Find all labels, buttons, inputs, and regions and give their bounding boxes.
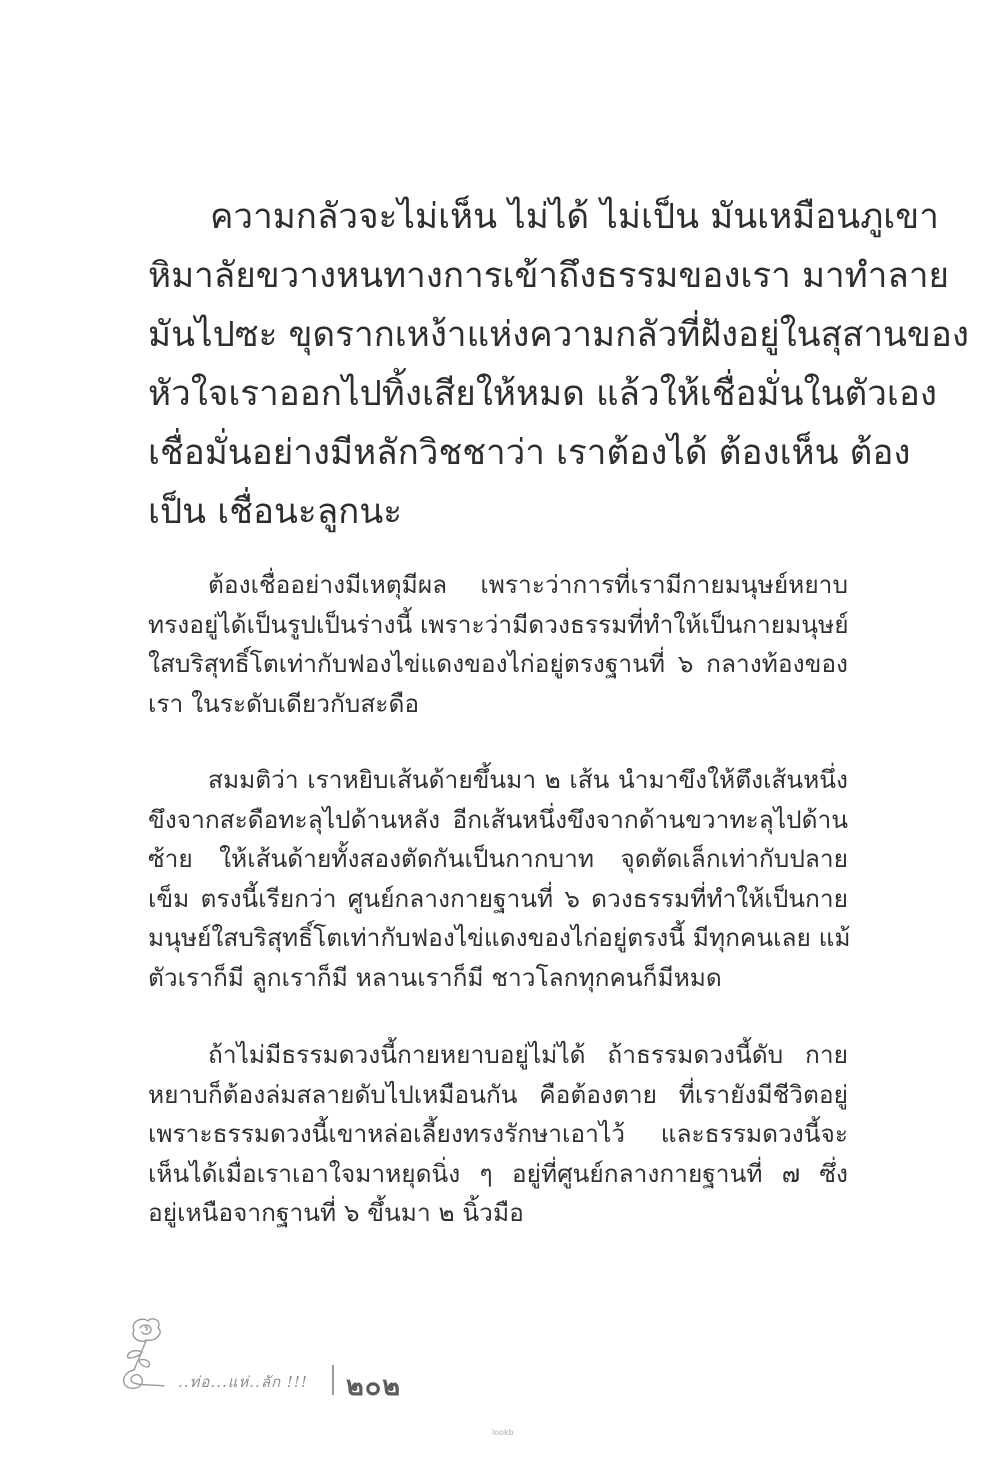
lead-line: มันไปซะ ขุดรากเหง้าแห่งความกลัวที่ฝังอยู่ในสุสานของ — [148, 315, 969, 355]
paragraph-line: หยาบก็ต้องล่มสลายดับไปเหมือนกัน คือต้องตาย ที่เรายังมีชีวิตอยู่ — [148, 1079, 848, 1109]
paragraph-line: เห็นได้เมื่อเราเอาใจมาหยุดนิ่ง ๆ อยู่ที่ศูนย์กลางกายฐานที่ ๗ ซึ่ง — [148, 1158, 848, 1188]
page-number: ๒๐๒ — [346, 1371, 402, 1402]
paragraph-line: มนุษย์ใสบริสุทธิ์โตเท่ากับฟองไข่แดงของไก่อยู่ตรงนี้ มีทุกคนเลย แม้ — [148, 923, 851, 952]
paragraph-line: ขึงจากสะดือทะลุไปด้านหลัง อีกเส้นหนึ่งขึงจากด้านขวาทะลุไปด้าน — [148, 804, 848, 834]
paragraph-line: อยู่เหนือจากฐานที่ ๖ ขึ้นมา ๒ นิ้วมือ — [148, 1198, 524, 1227]
lead-line: หิมาลัยขวางหนทางการเข้าถึงธรรมของเรา มาทำลาย — [148, 256, 950, 296]
footer-divider — [332, 1365, 334, 1395]
paragraph-line: ตัวเราก็มี ลูกเราก็มี หลานเราก็มี ชาวโลกทุกคนก็มีหมด — [148, 962, 722, 992]
page-footer — [112, 1312, 432, 1402]
paragraph-line: ซ้าย ให้เส้นด้ายทั้งสองตัดกันเป็นกากบาท จุดตัดเล็กเท่ากับปลาย — [148, 844, 848, 873]
lead-paragraph — [148, 188, 969, 542]
paragraph-line: ต้องเชื่ออย่างมีเหตุมีผล เพราะว่าการที่เรามีกายมนุษย์หยาบ — [208, 570, 848, 599]
lead-line: หัวใจเราออกไปทิ้งเสียให้หมด แล้วให้เชื่อมั่นในตัวเอง — [148, 374, 937, 414]
bottom-mark: lookb — [492, 1428, 514, 1437]
paragraph-1 — [148, 565, 848, 723]
paragraph-line: เรา ในระดับเดียวกับสะดือ — [148, 688, 420, 718]
paragraph-line: สมมติว่า เราหยิบเส้นด้ายขึ้นมา ๒ เส้น นำมาขึงให้ตึงเส้นหนึ่ง — [208, 765, 848, 794]
paragraph-line: ทรงอยู่ได้เป็นรูปเป็นร่างนี้ เพราะว่ามีดวงธรรมที่ทำให้เป็นกายมนุษย์ — [148, 609, 849, 639]
paragraph-2 — [148, 760, 851, 997]
paragraph-3 — [148, 1035, 848, 1233]
paragraph-line: ใสบริสุทธิ์โตเท่ากับฟองไข่แดงของไก่อยู่ตรงฐานที่ ๖ กลางท้องของ — [148, 649, 848, 678]
lead-line: เป็น เชื่อนะลูกนะ — [148, 492, 403, 532]
paragraph-line: เข็ม ตรงนี้เรียกว่า ศูนย์กลางกายฐานที่ ๖ ดวงธรรมที่ทำให้เป็นกาย — [148, 883, 848, 913]
handwritten-signature: ..ท่อ...แห่..ลัก !!! — [178, 1373, 308, 1391]
lead-line: ความกลัวจะไม่เห็น ไม่ได้ ไม่เป็น มันเหมือนภูเขา — [210, 197, 939, 237]
lead-line: เชื่อมั่นอย่างมีหลักวิชชาว่า เราต้องได้ ต้องเห็น ต้อง — [148, 433, 911, 473]
paragraph-line: ถ้าไม่มีธรรมดวงนี้กายหยาบอยู่ไม่ได้ ถ้าธรรมดวงนี้ดับ กาย — [208, 1040, 848, 1069]
paragraph-line: เพราะธรรมดวงนี้เขาหล่อเลี้ยงทรงรักษาเอาไว้ และธรรมดวงนี้จะ — [148, 1119, 848, 1148]
